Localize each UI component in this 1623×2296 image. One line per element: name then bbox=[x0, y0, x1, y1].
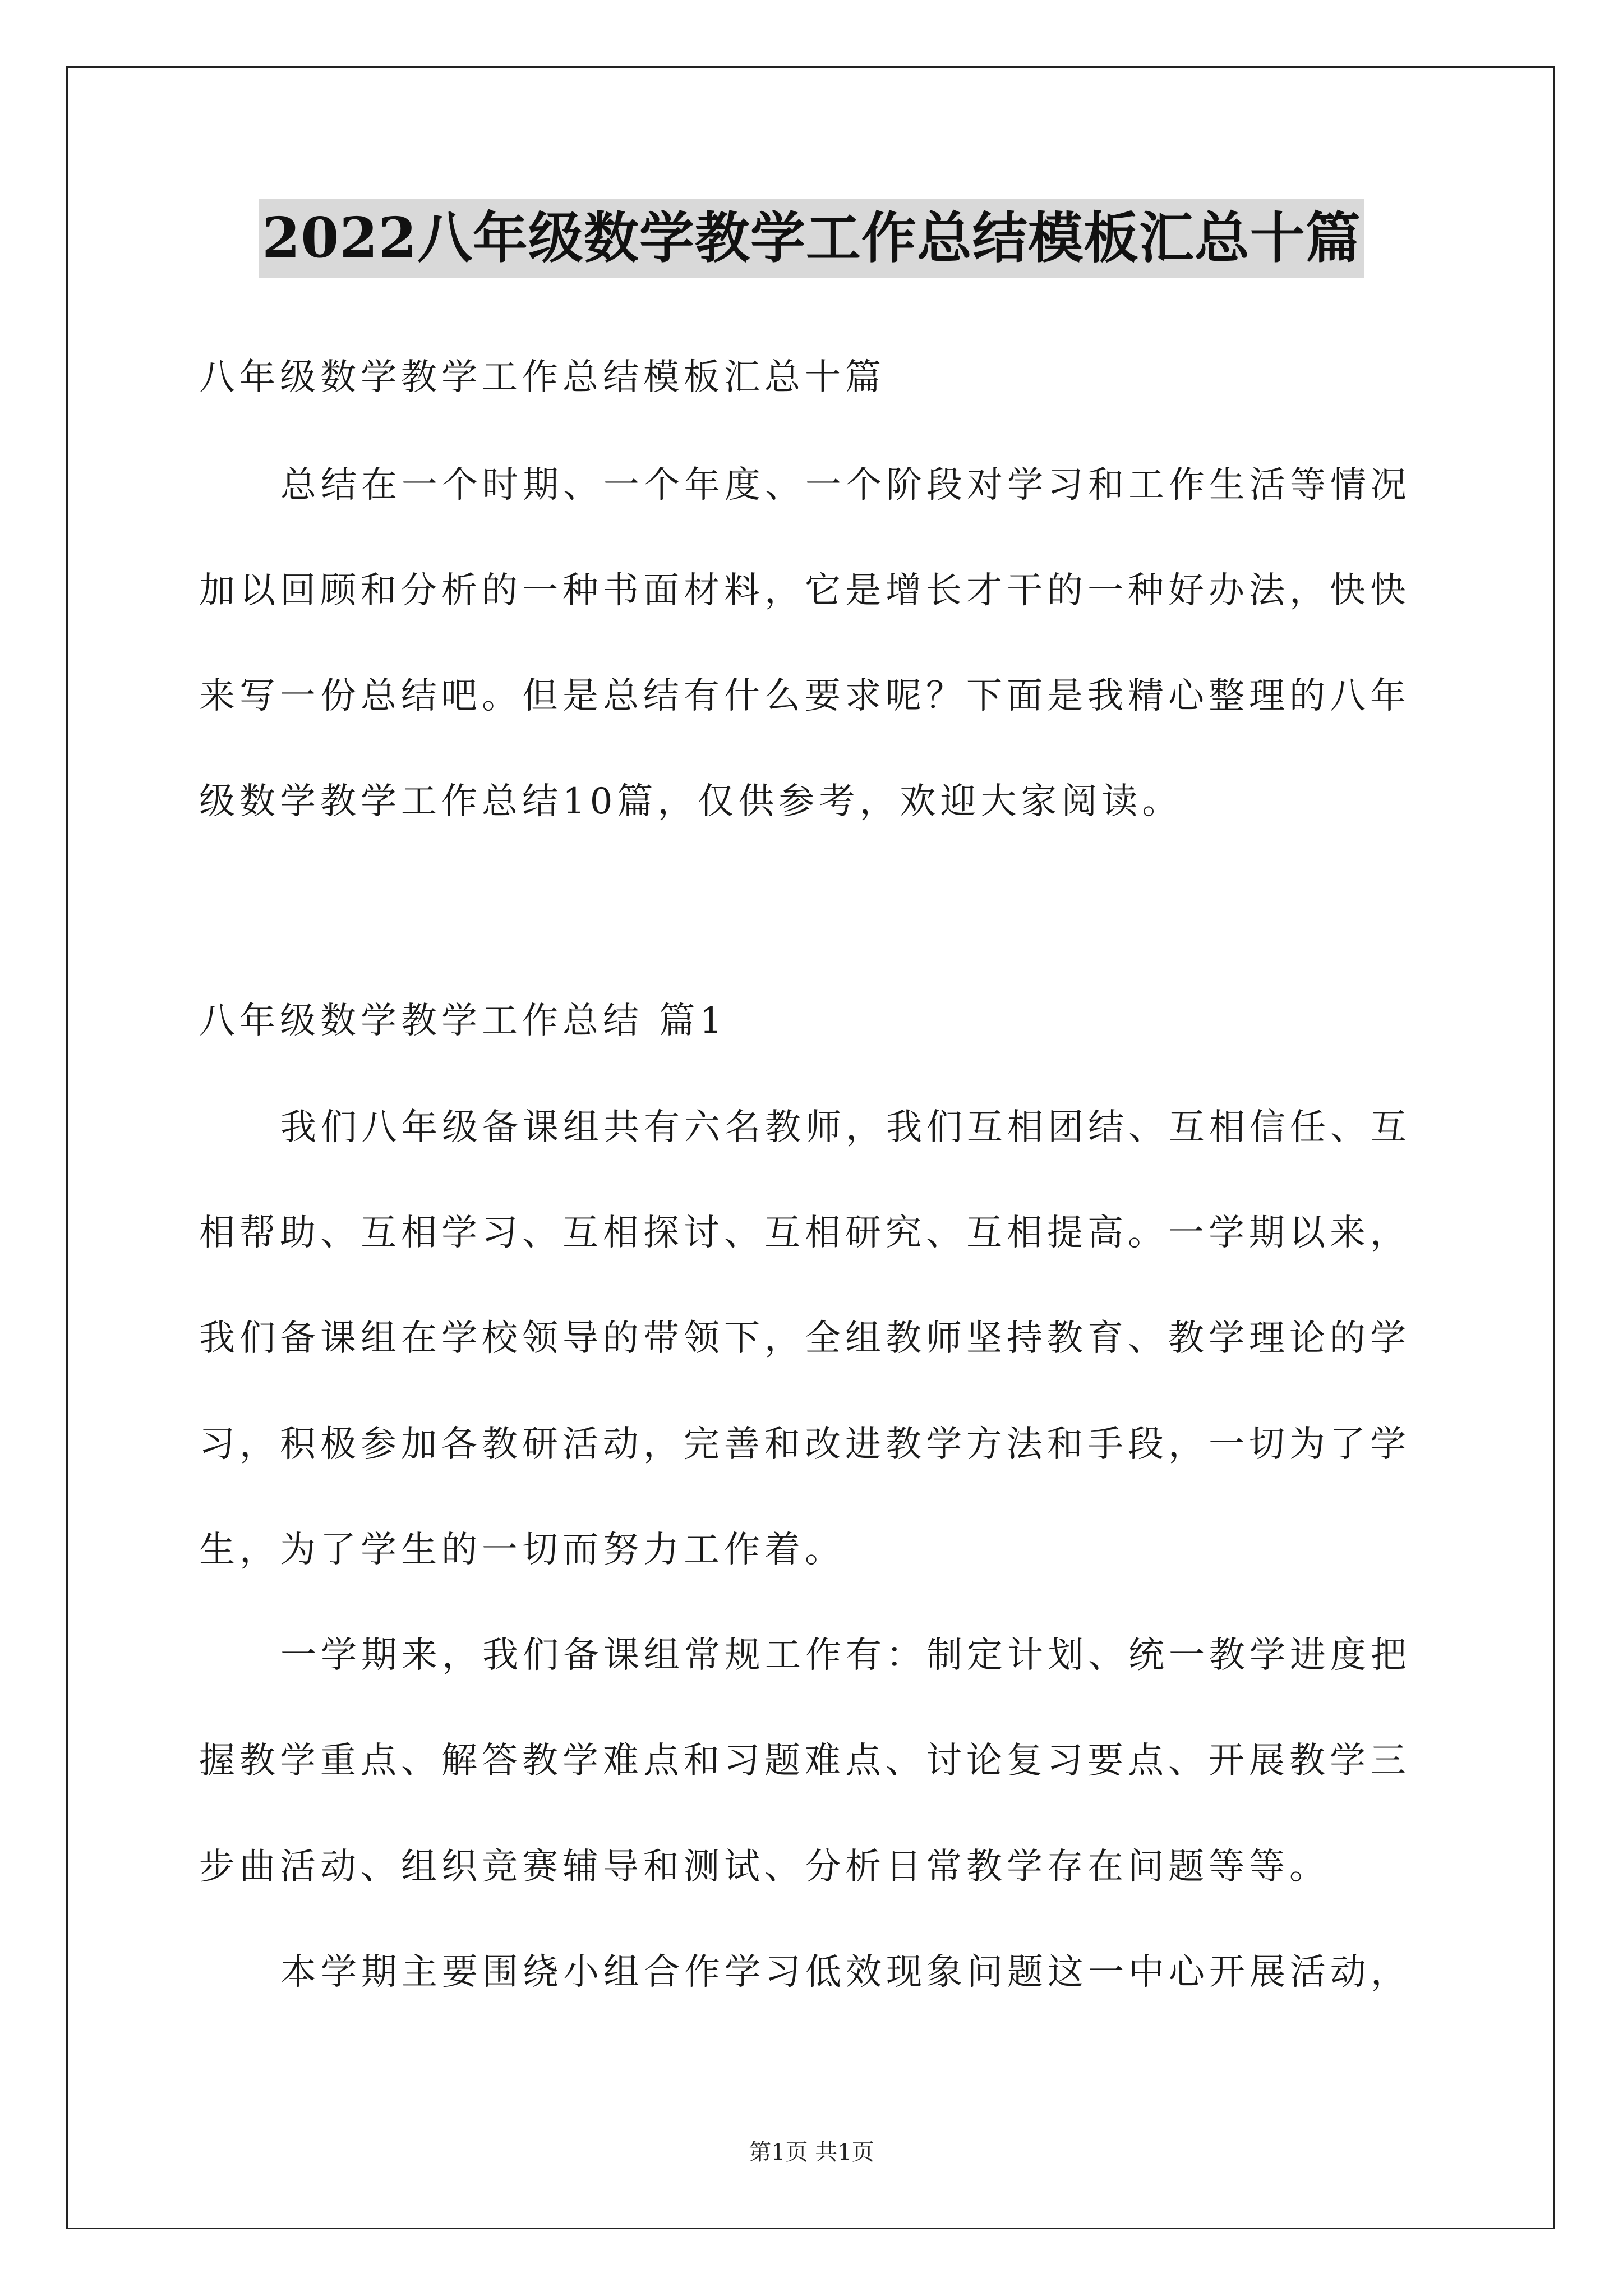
section-heading: 八年级数学教学工作总结 篇1 bbox=[199, 1000, 727, 1042]
body-line: 我们备课组在学校领导的带领下，全组教师坚持教育、教学理论的学 bbox=[199, 1318, 1410, 1359]
title-container bbox=[0, 199, 1623, 278]
body-line: 生，为了学生的一切而努力工作着。 bbox=[199, 1529, 845, 1571]
document-subtitle: 八年级数学教学工作总结模板汇总十篇 bbox=[199, 357, 886, 398]
document-title: 2022八年级数学教学工作总结模板汇总十篇 bbox=[259, 199, 1364, 278]
intro-line: 总结在一个时期、一个年度、一个阶段对学习和工作生活等情况 bbox=[280, 464, 1411, 506]
intro-line: 来写一份总结吧。但是总结有什么要求呢？下面是我精心整理的八年 bbox=[199, 675, 1410, 717]
intro-line: 加以回顾和分析的一种书面材料，它是增长才干的一种好办法，快快 bbox=[199, 570, 1410, 611]
body-line: 习，积极参加各教研活动，完善和改进教学方法和手段，一切为了学 bbox=[199, 1424, 1410, 1465]
body-line: 步曲活动、组织竞赛辅导和测试、分析日常教学存在问题等等。 bbox=[199, 1846, 1330, 1888]
page-number: 第1页 共1页 bbox=[749, 2139, 874, 2165]
intro-line: 级数学教学工作总结10篇，仅供参考，欢迎大家阅读。 bbox=[199, 781, 1183, 822]
body-line: 我们八年级备课组共有六名教师，我们互相团结、互相信任、互 bbox=[280, 1107, 1411, 1148]
body-line: 握教学重点、解答教学难点和习题难点、讨论复习要点、开展教学三 bbox=[199, 1740, 1410, 1782]
body-line: 相帮助、互相学习、互相探讨、互相研究、互相提高。一学期以来， bbox=[199, 1212, 1410, 1254]
body-line: 本学期主要围绕小组合作学习低效现象问题这一中心开展活动， bbox=[280, 1952, 1411, 1993]
body-line: 一学期来，我们备课组常规工作有：制定计划、统一教学进度把 bbox=[280, 1635, 1411, 1676]
